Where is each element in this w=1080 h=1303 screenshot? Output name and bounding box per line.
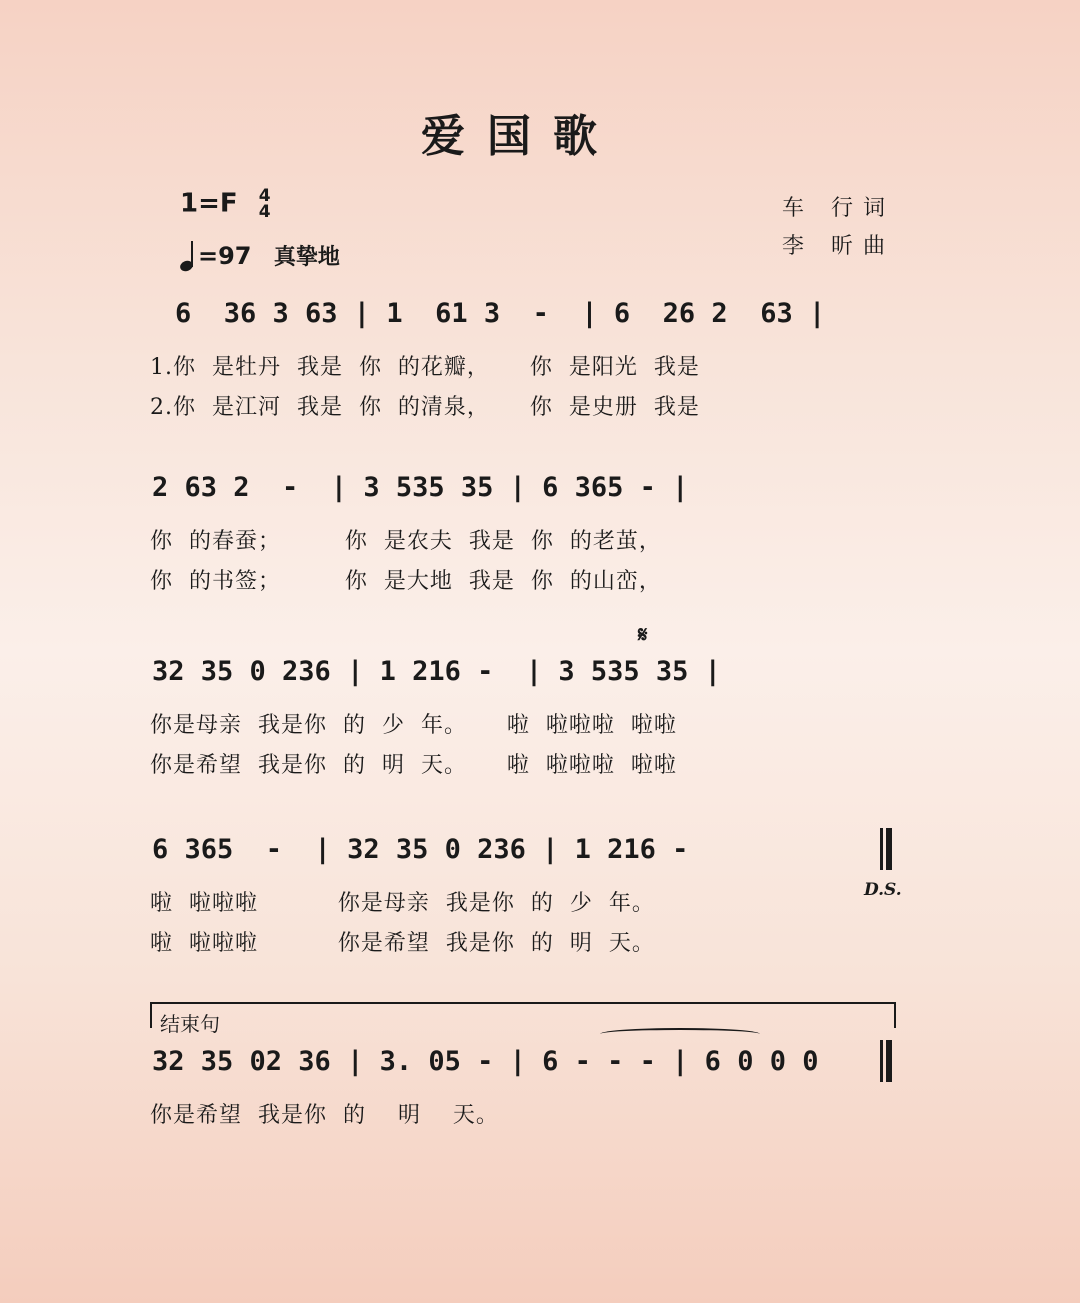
notation-line-2: 2 63 2 - | 3 535 35 | 6 365 - | (152, 472, 689, 503)
song-title: 爱国歌 (421, 111, 619, 162)
lyrics-line-3-verse-2: 你是希望 我是你 的 明 天。 啦 啦啦啦 啦啦 (150, 753, 677, 778)
notation-line-4: 6 365 - | 32 35 0 236 | 1 216 - (152, 834, 705, 865)
tempo-marking (180, 240, 340, 271)
quarter-note-icon (180, 243, 194, 271)
score-line-3 (0, 622, 1080, 816)
final-barline (880, 1040, 892, 1082)
key-label: 1=F (180, 188, 238, 219)
notation-line-5: 32 35 02 36 | 3. 05 - | 6 - - - | 6 0 0 0 (152, 1046, 819, 1077)
lyrics-line-4-verse-2: 啦 啦啦啦 你是希望 我是你 的 明 天。 (150, 931, 655, 956)
lyrics-line-1-verse-2: 2.你 是江河 我是 你 的清泉， 你 是史册 我是 (150, 395, 700, 420)
lyrics-line-3-verse-1: 你是母亲 我是你 的 少 年。 啦 啦啦啦 啦啦 (150, 713, 677, 738)
score-line-4 (0, 834, 1080, 994)
score-line-2 (0, 472, 1080, 632)
time-signature (259, 188, 271, 220)
lyrics-line-5: 你是希望 我是你 的 明 天。 (150, 1103, 499, 1128)
notation-line-3: 32 35 0 236 | 1 216 - | 3 535 35 | (152, 656, 721, 687)
ending-bracket (150, 1002, 896, 1036)
lyricist: 车 行词 (782, 196, 895, 221)
repeat-end-barline (880, 828, 892, 870)
tempo-expression: 真挚地 (273, 245, 340, 270)
notation-line-1: 6 36 3 63 | 1 61 3 - | 6 26 2 63 | (175, 298, 826, 329)
lyrics-line-1-verse-1: 1.你 是牡丹 我是 你 的花瓣， 你 是阳光 我是 (150, 355, 700, 380)
lyrics-line-4-verse-1: 啦 啦啦啦 你是母亲 我是你 的 少 年。 (150, 891, 655, 916)
tempo-value: =97 (198, 242, 252, 270)
key-signature (180, 188, 271, 220)
tie-arc (600, 1028, 760, 1040)
score-line-1 (0, 298, 1080, 458)
score-line-5 (0, 1046, 1080, 1206)
composer: 李 昕曲 (782, 234, 895, 259)
ending-label: 结束句 (160, 1012, 220, 1036)
lyrics-line-2-verse-2: 你 的书签； 你 是大地 我是 你 的山峦， (150, 569, 662, 594)
lyrics-line-2-verse-1: 你 的春蚕； 你 是农夫 我是 你 的老茧， (150, 529, 662, 554)
dal-segno-sign: D.S. (864, 880, 902, 900)
segno-sign: 𝄋 (638, 622, 648, 648)
time-signature-bottom: 4 (258, 202, 271, 222)
credits (782, 190, 895, 266)
time-signature-top: 4 (258, 186, 271, 206)
